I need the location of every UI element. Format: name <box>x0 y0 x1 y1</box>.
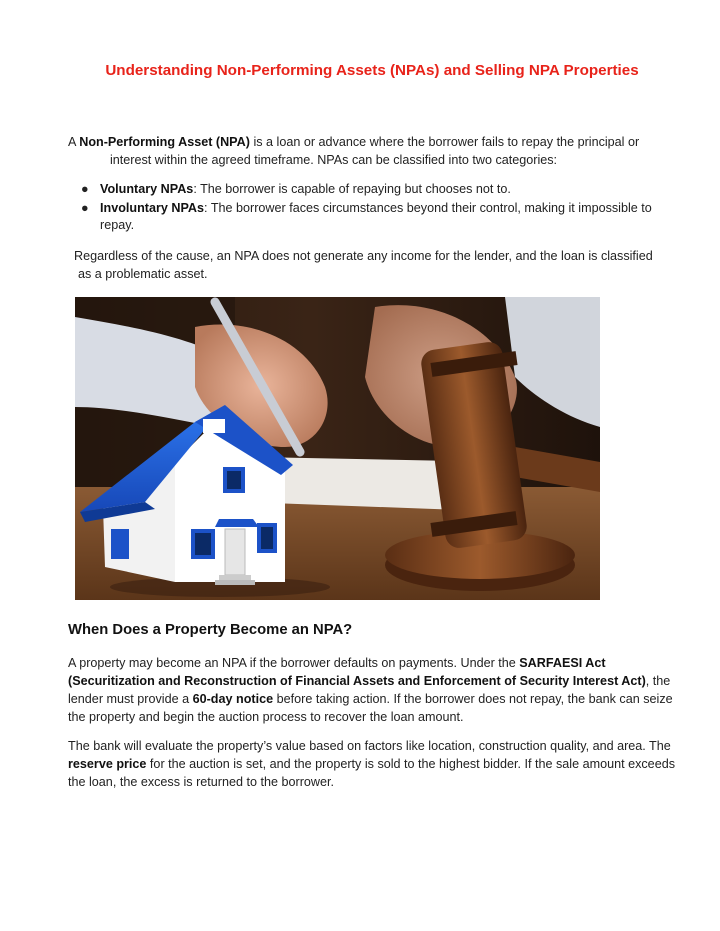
page-title: Understanding Non-Performing Assets (NPAs) and Selling NPA Properties <box>105 62 639 79</box>
regardless-paragraph <box>74 247 680 283</box>
bullet-text: : The borrower faces circumstances beyond their control, making it impossible to repay. <box>100 200 652 232</box>
reserve-price-term: reserve price <box>68 757 147 771</box>
intro-line1: is a loan or advance where the borrower fails to repay the principal or <box>249 135 640 149</box>
text-run: for the auction is set, and the property is sold to the highest bidder. If the sale amount exceeds the loan, the excess is returned to the borrower. <box>68 757 675 789</box>
intro-prefix: A <box>68 135 80 149</box>
auction-paragraph <box>68 737 683 791</box>
text-run: A property may become an NPA if the borrower defaults on payments. Under the <box>68 656 520 670</box>
bullet-term: Voluntary NPAs <box>100 182 194 196</box>
bullet-term: Involuntary NPAs <box>100 200 205 215</box>
section-heading: When Does a Property Become an NPA? <box>68 622 353 638</box>
npa-condition-paragraph <box>68 654 683 726</box>
bullet-icon: ● <box>81 182 89 196</box>
text-run: before taking action. If the borrower does not repay, the bank can seize the property and begin the auction process to recover the loan amount. <box>68 692 673 724</box>
regardless-line2: as a problematic asset. <box>78 267 208 281</box>
text-run: , the lender must provide a <box>68 674 671 706</box>
intro-term: Non-Performing Asset (NPA) <box>79 135 250 149</box>
house-and-gavel-image <box>75 297 600 600</box>
list-item <box>68 200 680 235</box>
bullet-text: : The borrower is capable of repaying but chooses not to. <box>193 182 511 196</box>
notice-period-term: 60-day notice <box>192 692 274 706</box>
list-item <box>68 181 680 199</box>
sarfaesi-act-term: SARFAESI Act (Securitization and Reconstruction of Financial Assets and Enforcement of Security Interest Act) <box>68 656 646 688</box>
text-run: The bank will evaluate the property’s value based on factors like location, construction quality, and area. The <box>68 739 671 753</box>
regardless-line1: Regardless of the cause, an NPA does not generate any income for the lender, and the loan is classified <box>74 249 653 263</box>
bullet-icon: ● <box>81 200 89 215</box>
npa-category-list <box>68 181 680 236</box>
intro-paragraph <box>68 133 678 169</box>
intro-line2: interest within the agreed timeframe. NPAs can be classified into two categories: <box>110 153 558 167</box>
